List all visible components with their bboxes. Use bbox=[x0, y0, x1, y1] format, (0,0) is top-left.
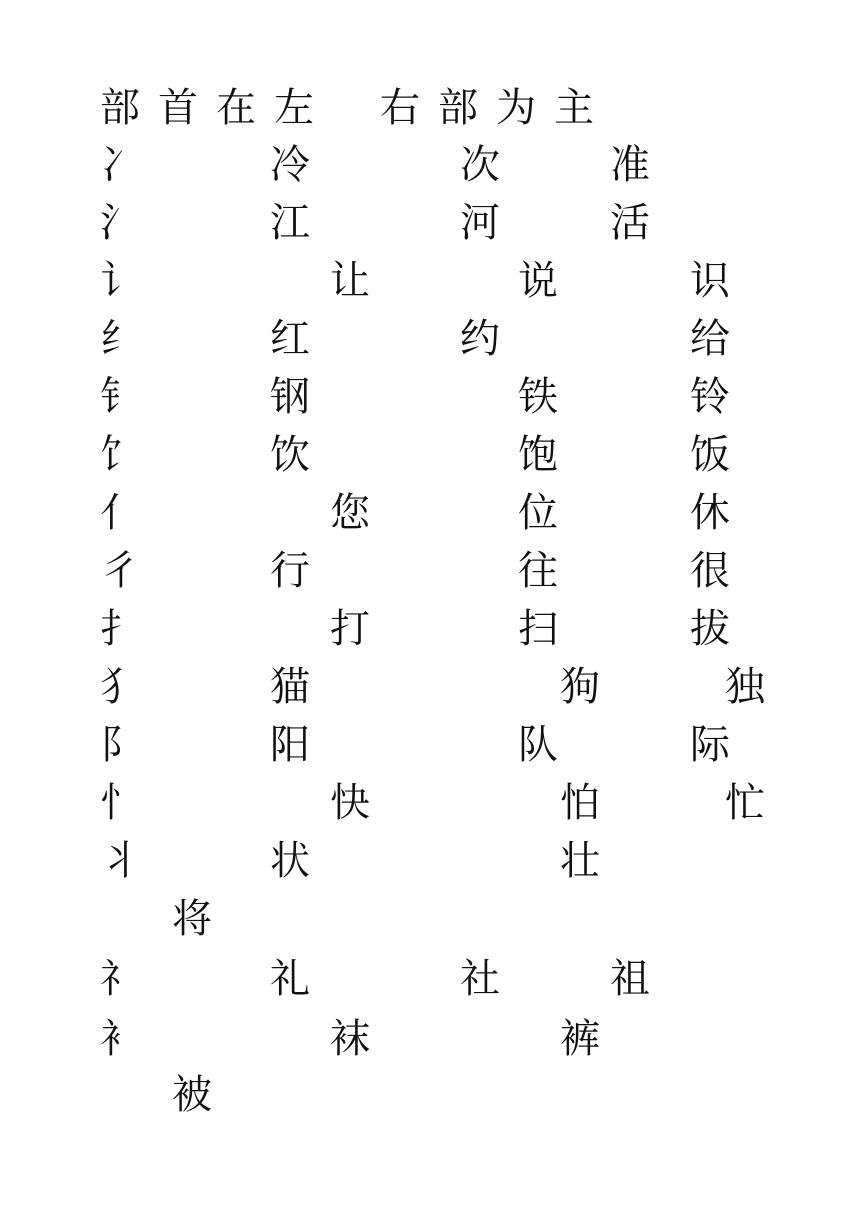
radical: 饣 bbox=[100, 432, 140, 478]
heading-right: 右部为主 bbox=[380, 85, 612, 131]
example-char: 很 bbox=[690, 548, 730, 594]
radical-row bbox=[0, 310, 860, 368]
example-char: 铃 bbox=[690, 374, 730, 420]
example-char: 将 bbox=[172, 896, 212, 942]
radical-row bbox=[0, 194, 860, 252]
radical-row-wrap bbox=[0, 890, 860, 948]
heading-left: 部首在左 bbox=[100, 85, 332, 131]
example-char: 被 bbox=[172, 1072, 212, 1118]
example-char: 铁 bbox=[518, 374, 558, 420]
radical: 讠 bbox=[100, 258, 140, 304]
example-char: 位 bbox=[518, 490, 558, 536]
example-char: 怕 bbox=[560, 780, 600, 826]
example-char: 队 bbox=[518, 722, 558, 768]
radical-row bbox=[0, 950, 860, 1008]
example-char: 独 bbox=[725, 664, 765, 710]
example-char: 状 bbox=[270, 838, 310, 884]
example-char: 礼 bbox=[270, 956, 310, 1002]
radical-row bbox=[0, 136, 860, 194]
example-char: 扫 bbox=[518, 606, 558, 652]
radical-row bbox=[0, 1010, 860, 1068]
example-char: 打 bbox=[330, 606, 370, 652]
radical-row bbox=[0, 484, 860, 542]
example-char: 社 bbox=[460, 956, 500, 1002]
example-char: 饮 bbox=[270, 432, 310, 478]
radical-row bbox=[0, 426, 860, 484]
radical-row bbox=[0, 832, 860, 890]
example-char: 裤 bbox=[560, 1016, 600, 1062]
radical: 阝 bbox=[100, 722, 140, 768]
example-char: 狗 bbox=[560, 664, 600, 710]
example-char: 祖 bbox=[610, 956, 650, 1002]
radical: 氵 bbox=[100, 200, 140, 246]
radical: 礻 bbox=[100, 956, 140, 1002]
example-char: 准 bbox=[610, 142, 650, 188]
example-char: 往 bbox=[518, 548, 558, 594]
radical: 衤 bbox=[100, 1016, 140, 1062]
example-char: 饱 bbox=[518, 432, 558, 478]
example-char: 袜 bbox=[330, 1016, 370, 1062]
example-char: 猫 bbox=[270, 664, 310, 710]
radical: 犭 bbox=[100, 664, 140, 710]
radical: 扌 bbox=[100, 606, 140, 652]
example-char: 饭 bbox=[690, 432, 730, 478]
example-char: 际 bbox=[690, 722, 730, 768]
example-char: 壮 bbox=[560, 838, 600, 884]
radical: 亻 bbox=[100, 490, 140, 536]
example-char: 让 bbox=[330, 258, 370, 304]
example-char: 忙 bbox=[725, 780, 765, 826]
radical: 丬 bbox=[100, 838, 140, 884]
radical: 钅 bbox=[100, 374, 140, 420]
radical-row bbox=[0, 368, 860, 426]
example-char: 钢 bbox=[270, 374, 310, 420]
radical: 冫 bbox=[100, 142, 140, 188]
example-char: 给 bbox=[690, 316, 730, 362]
example-char: 阳 bbox=[270, 722, 310, 768]
example-char: 休 bbox=[690, 490, 730, 536]
example-char: 说 bbox=[518, 258, 558, 304]
example-char: 冷 bbox=[270, 142, 310, 188]
example-char: 您 bbox=[330, 490, 370, 536]
radical: 忄 bbox=[100, 780, 140, 826]
example-char: 约 bbox=[460, 316, 500, 362]
radical: 彳 bbox=[100, 548, 140, 594]
example-char: 行 bbox=[270, 548, 310, 594]
radical-row bbox=[0, 252, 860, 310]
example-char: 活 bbox=[610, 200, 650, 246]
radical-row bbox=[0, 716, 860, 774]
radical: 纟 bbox=[100, 316, 140, 362]
example-char: 次 bbox=[460, 142, 500, 188]
radical-row bbox=[0, 658, 860, 716]
radical-row-wrap bbox=[0, 1066, 860, 1124]
example-char: 河 bbox=[460, 200, 500, 246]
example-char: 快 bbox=[330, 780, 370, 826]
radical-row bbox=[0, 600, 860, 658]
radical-row bbox=[0, 542, 860, 600]
example-char: 江 bbox=[270, 200, 310, 246]
example-char: 拔 bbox=[690, 606, 730, 652]
example-char: 红 bbox=[270, 316, 310, 362]
example-char: 识 bbox=[690, 258, 730, 304]
radical-row bbox=[0, 774, 860, 832]
